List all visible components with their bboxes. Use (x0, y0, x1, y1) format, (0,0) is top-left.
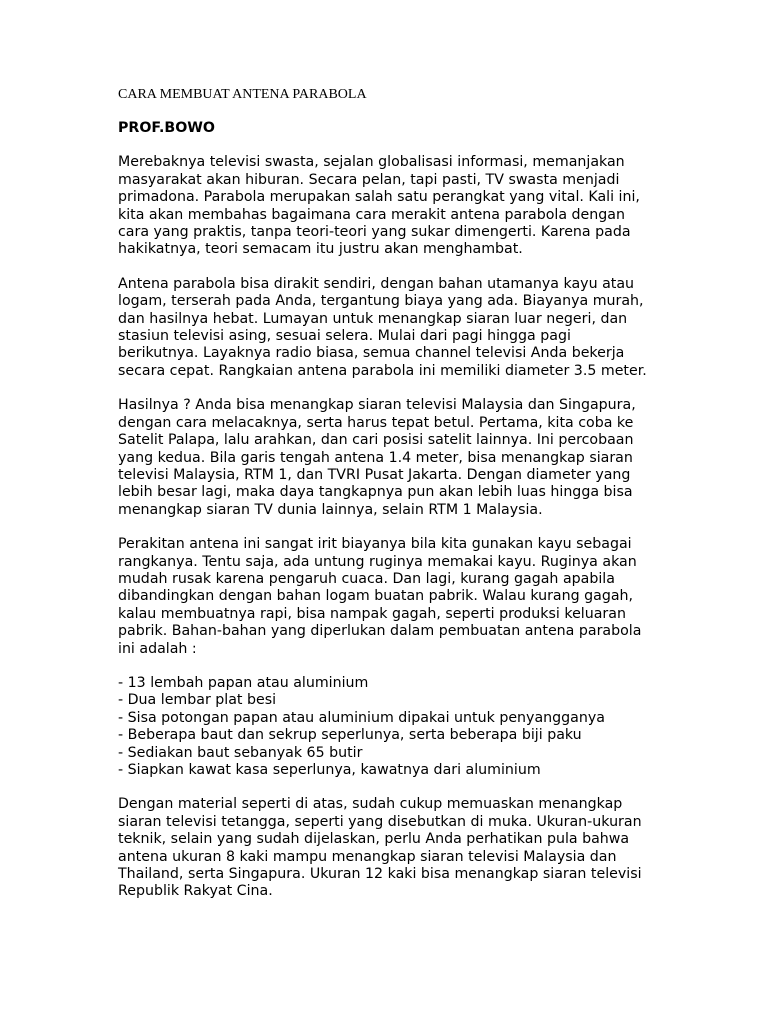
list-item: - Sisa potongan papan atau aluminium dipakai untuk penyangganya (118, 709, 605, 726)
list-item: - 13 lembah papan atau aluminium (118, 674, 369, 691)
list-item: - Sediakan baut sebanyak 65 butir (118, 744, 363, 761)
paragraph-results: Hasilnya ? Anda bisa menangkap siaran televisi Malaysia dan Singapura, dengan cara melacaknya, serta harus tepat betul. Pertama, kita coba ke Satelit Palapa, lalu arahkan, dan cari posisi satelit lainnya. Ini percobaan yang kedua. Bila garis tengah antena 1.4 meter, bisa menangkap siaran televisi Malaysia, RTM 1, dan TVRI Pusat Jakarta. Dengan diameter yang lebih besar lagi, maka daya tangkapnya pun akan lebih luas hingga bisa menangkap siaran TV dunia lainnya, selain RTM 1 Malaysia. (118, 397, 636, 518)
materials-list (118, 675, 658, 779)
author-name: PROF.BOWO (118, 120, 215, 136)
paragraph-closing: Dengan material seperti di atas, sudah cukup memuaskan menangkap siaran televisi tetangga, seperti yang disebutkan di muka. Ukuran-ukuran teknik, selain yang sudah dijelaskan, perlu Anda perhatikan pula bahwa antena ukuran 8 kaki mampu menangkap siaran televisi Malaysia dan Thailand, serta Singapura. Ukuran 12 kaki bisa menangkap siaran televisi Republik Rakyat Cina. (118, 796, 642, 900)
document-page (118, 86, 658, 901)
list-item: - Siapkan kawat kasa seperlunya, kawatnya dari aluminium (118, 762, 541, 778)
list-item: - Dua lembar plat besi (118, 692, 277, 709)
document-title: CARA MEMBUAT ANTENA PARABOLA (118, 87, 367, 102)
paragraph-materials-overview: Antena parabola bisa dirakit sendiri, dengan bahan utamanya kayu atau logam, terserah pada Anda, tergantung biaya yang ada. Biayanya murah, dan hasilnya hebat. Lumayan untuk menangkap siaran luar negeri, dan stasiun televisi asing, sesuai selera. Mulai dari pagi hingga pagi berikutnya. Layaknya radio biasa, semua channel televisi Anda bekerja secara cepat. Rangkaian antena parabola ini memiliki diameter 3.5 meter. (118, 275, 647, 379)
list-item: - Beberapa baut dan sekrup seperlunya, serta beberapa biji paku (118, 727, 582, 744)
paragraph-intro: Merebaknya televisi swasta, sejalan globalisasi informasi, memanjakan masyarakat akan hiburan. Secara pelan, tapi pasti, TV swasta menjadi primadona. Parabola merupakan salah satu perangkat yang vital. Kali ini, kita akan membahas bagaimana cara merakit antena parabola dengan cara yang praktis, tanpa teori-teori yang sukar dimengerti. Karena pada hakikatnya, teori semacam itu justru akan menghambat. (118, 154, 640, 258)
paragraph-assembly: Perakitan antena ini sangat irit biayanya bila kita gunakan kayu sebagai rangkanya. Tentu saja, ada untung ruginya memakai kayu. Ruginya akan mudah rusak karena pengaruh cuaca. Dan lagi, kurang gagah apabila dibandingkan dengan bahan logam buatan pabrik. Walau kurang gagah, kalau membuatnya rapi, bisa nampak gagah, seperti produksi keluaran pabrik. Bahan-bahan yang diperlukan dalam pembuatan antena parabola ini adalah : (118, 536, 642, 657)
